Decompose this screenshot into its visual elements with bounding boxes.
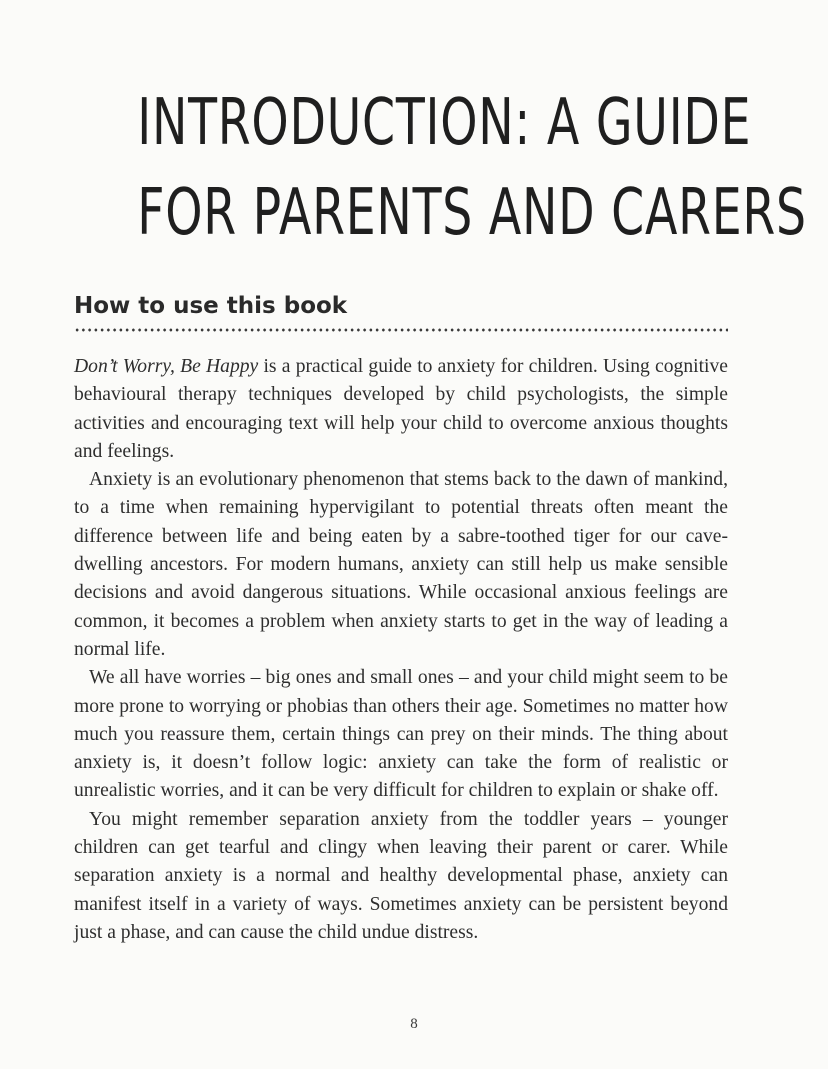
chapter-title-line-2: FOR PARENTS AND CARERS <box>137 176 807 250</box>
chapter-title <box>137 78 807 258</box>
body-text <box>74 353 728 947</box>
section-heading: How to use this book <box>74 293 348 319</box>
paragraph-1 <box>74 353 728 466</box>
paragraph-3: We all have worries – big ones and small ones – and your child might seem to be more prone to worrying or phobias than others their age. Sometimes no matter how much you reassure them, certain things can prey on their minds. The thing about anxiety is, it doesn’t follow logic: anxiety can take the form of realistic or unrealistic worries, and it can be very difficult for children to explain or shake off. <box>74 667 728 802</box>
book-title-italic: Don’t Worry, Be Happy <box>74 356 259 377</box>
paragraph-1-text: is a practical guide to anxiety for children. Using cognitive behavioural therapy techniques developed by child psychologists, the simple activities and encouraging text will help your child to overcome anxious thoughts and feelings. <box>74 356 728 462</box>
paragraph-2: Anxiety is an evolutionary phenomenon that stems back to the dawn of mankind, to a time when remaining hypervigilant to potential threats often meant the difference between life and being eaten by a sabre-toothed tiger for our cave-dwelling ancestors. For modern humans, anxiety can still help us make sensible decisions and avoid dangerous situations. While occasional anxious feelings are common, it becomes a problem when anxiety starts to get in the way of leading a normal life. <box>74 469 728 660</box>
page-number: 8 <box>410 1016 418 1032</box>
paragraph-4: You might remember separation anxiety from the toddler years – younger children can get tearful and clingy when leaving their parent or carer. While separation anxiety is a normal and healthy developmental phase, anxiety can manifest itself in a variety of ways. Sometimes anxiety can be persistent beyond just a phase, and can cause the child undue distress. <box>74 808 728 943</box>
chapter-title-line-1: INTRODUCTION: A GUIDE <box>137 86 752 160</box>
dotted-divider <box>74 328 728 332</box>
